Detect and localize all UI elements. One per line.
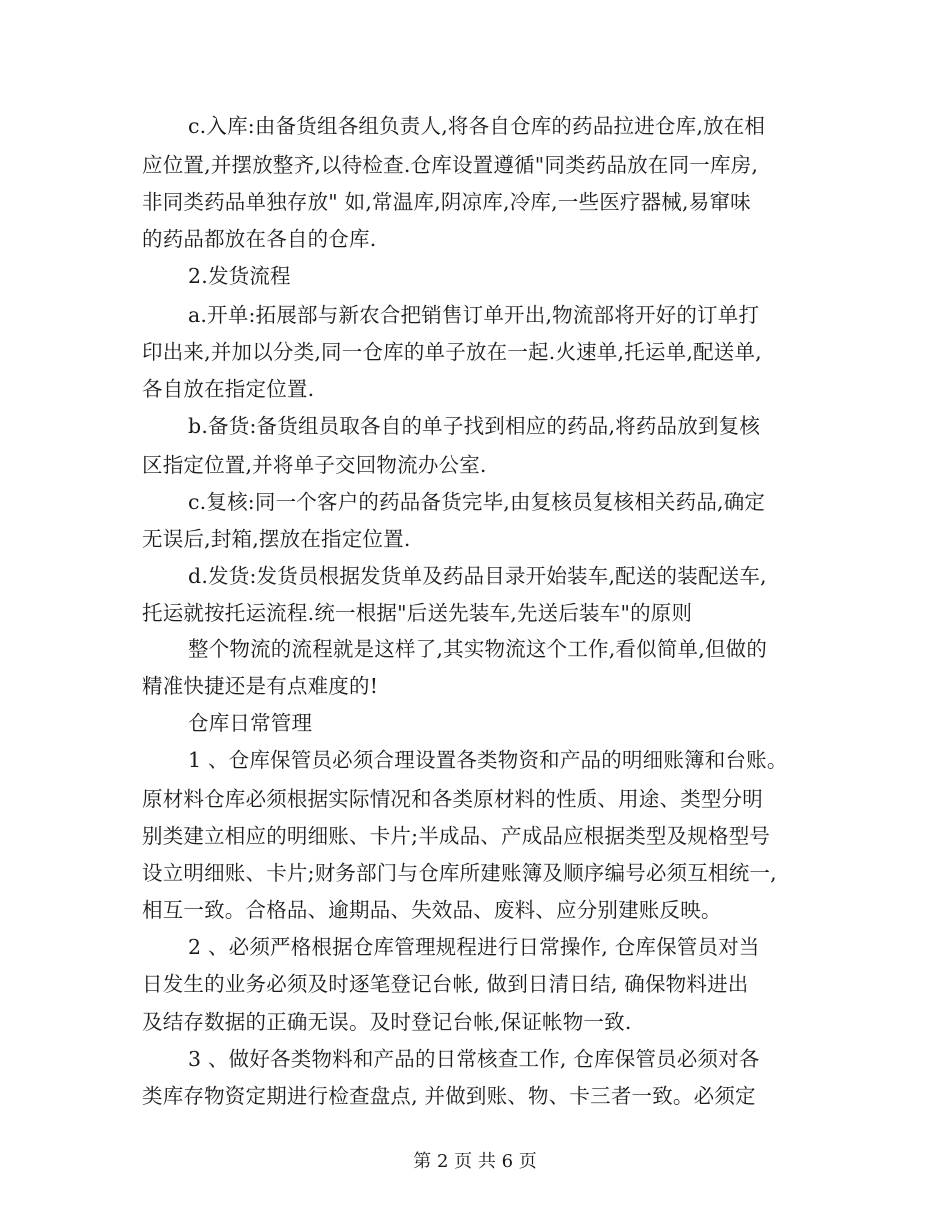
text-line: 印出来,并加以分类,同一仓库的单子放在一起.火速单,托运单,配送单, <box>142 340 762 364</box>
text-line: 整个物流的流程就是这样了,其实物流这个工作,看似简单,但做的 <box>188 637 768 661</box>
text-line: 托运就按托运流程.统一根据"后送先装车,先送后装车"的原则 <box>142 601 693 625</box>
section-heading: 2.发货流程 <box>188 264 291 288</box>
text-line: a.开单:拓展部与新农合把销售订单开出,物流部将开好的订单打 <box>188 303 760 327</box>
text-line: 精准快捷还是有点难度的! <box>142 674 379 698</box>
text-line: 各自放在指定位置. <box>142 377 315 401</box>
text-line: 应位置,并摆放整齐,以待检查.仓库设置遵循"同类药品放在同一库房, <box>142 153 759 177</box>
text-line: 无误后,封箱,摆放在指定位置. <box>142 527 411 551</box>
text-line: 2 、必须严格根据仓库管理规程进行日常操作, 仓库保管员对当 <box>188 935 760 959</box>
text-line: 非同类药品单独存放" 如,常温库,阴凉库,冷库,一些医疗器械,易窜味 <box>142 190 751 214</box>
text-line: d.发货:发货员根据发货单及药品目录开始装车,配送的装配送车, <box>188 564 767 588</box>
text-line: 及结存数据的正确无误。及时登记台帐,保证帐物一致. <box>142 1010 632 1034</box>
page-number-footer: 第 2 页 共 6 页 <box>413 1151 537 1172</box>
text-line: c.入库:由备货组各组负责人,将各自仓库的药品拉进仓库,放在相 <box>188 114 766 138</box>
text-line: 原材料仓库必须根据实际情况和各类原材料的性质、用途、类型分明 <box>142 787 763 811</box>
section-heading: 仓库日常管理 <box>188 711 313 735</box>
text-line: 3 、做好各类物料和产品的日常核查工作, 仓库保管员必须对各 <box>188 1047 760 1071</box>
text-line: 的药品都放在各自的仓库. <box>142 227 377 251</box>
text-line: 1 、仓库保管员必须合理设置各类物资和产品的明细账簿和台账。 <box>188 748 788 772</box>
text-line: 区指定位置,并将单子交回物流办公室. <box>142 453 487 477</box>
text-line: 别类建立相应的明细账、卡片;半成品、产成品应根据类型及规格型号 <box>142 824 771 848</box>
text-line: 类库存物资定期进行检查盘点, 并做到账、物、卡三者一致。必须定 <box>142 1084 756 1108</box>
text-line: 相互一致。合格品、逾期品、失效品、废料、应分别建账反映。 <box>142 898 722 922</box>
text-line: b.备货:备货组员取各自的单子找到相应的药品,将药品放到复核 <box>188 414 761 438</box>
text-line: 日发生的业务必须及时逐笔登记台帐, 做到日清日结, 确保物料进出 <box>142 972 749 996</box>
text-line: 设立明细账、卡片;财务部门与仓库所建账簿及顺序编号必须互相统一, <box>142 861 777 885</box>
text-line: c.复核:同一个客户的药品备货完毕,由复核员复核相关药品,确定 <box>188 490 766 514</box>
